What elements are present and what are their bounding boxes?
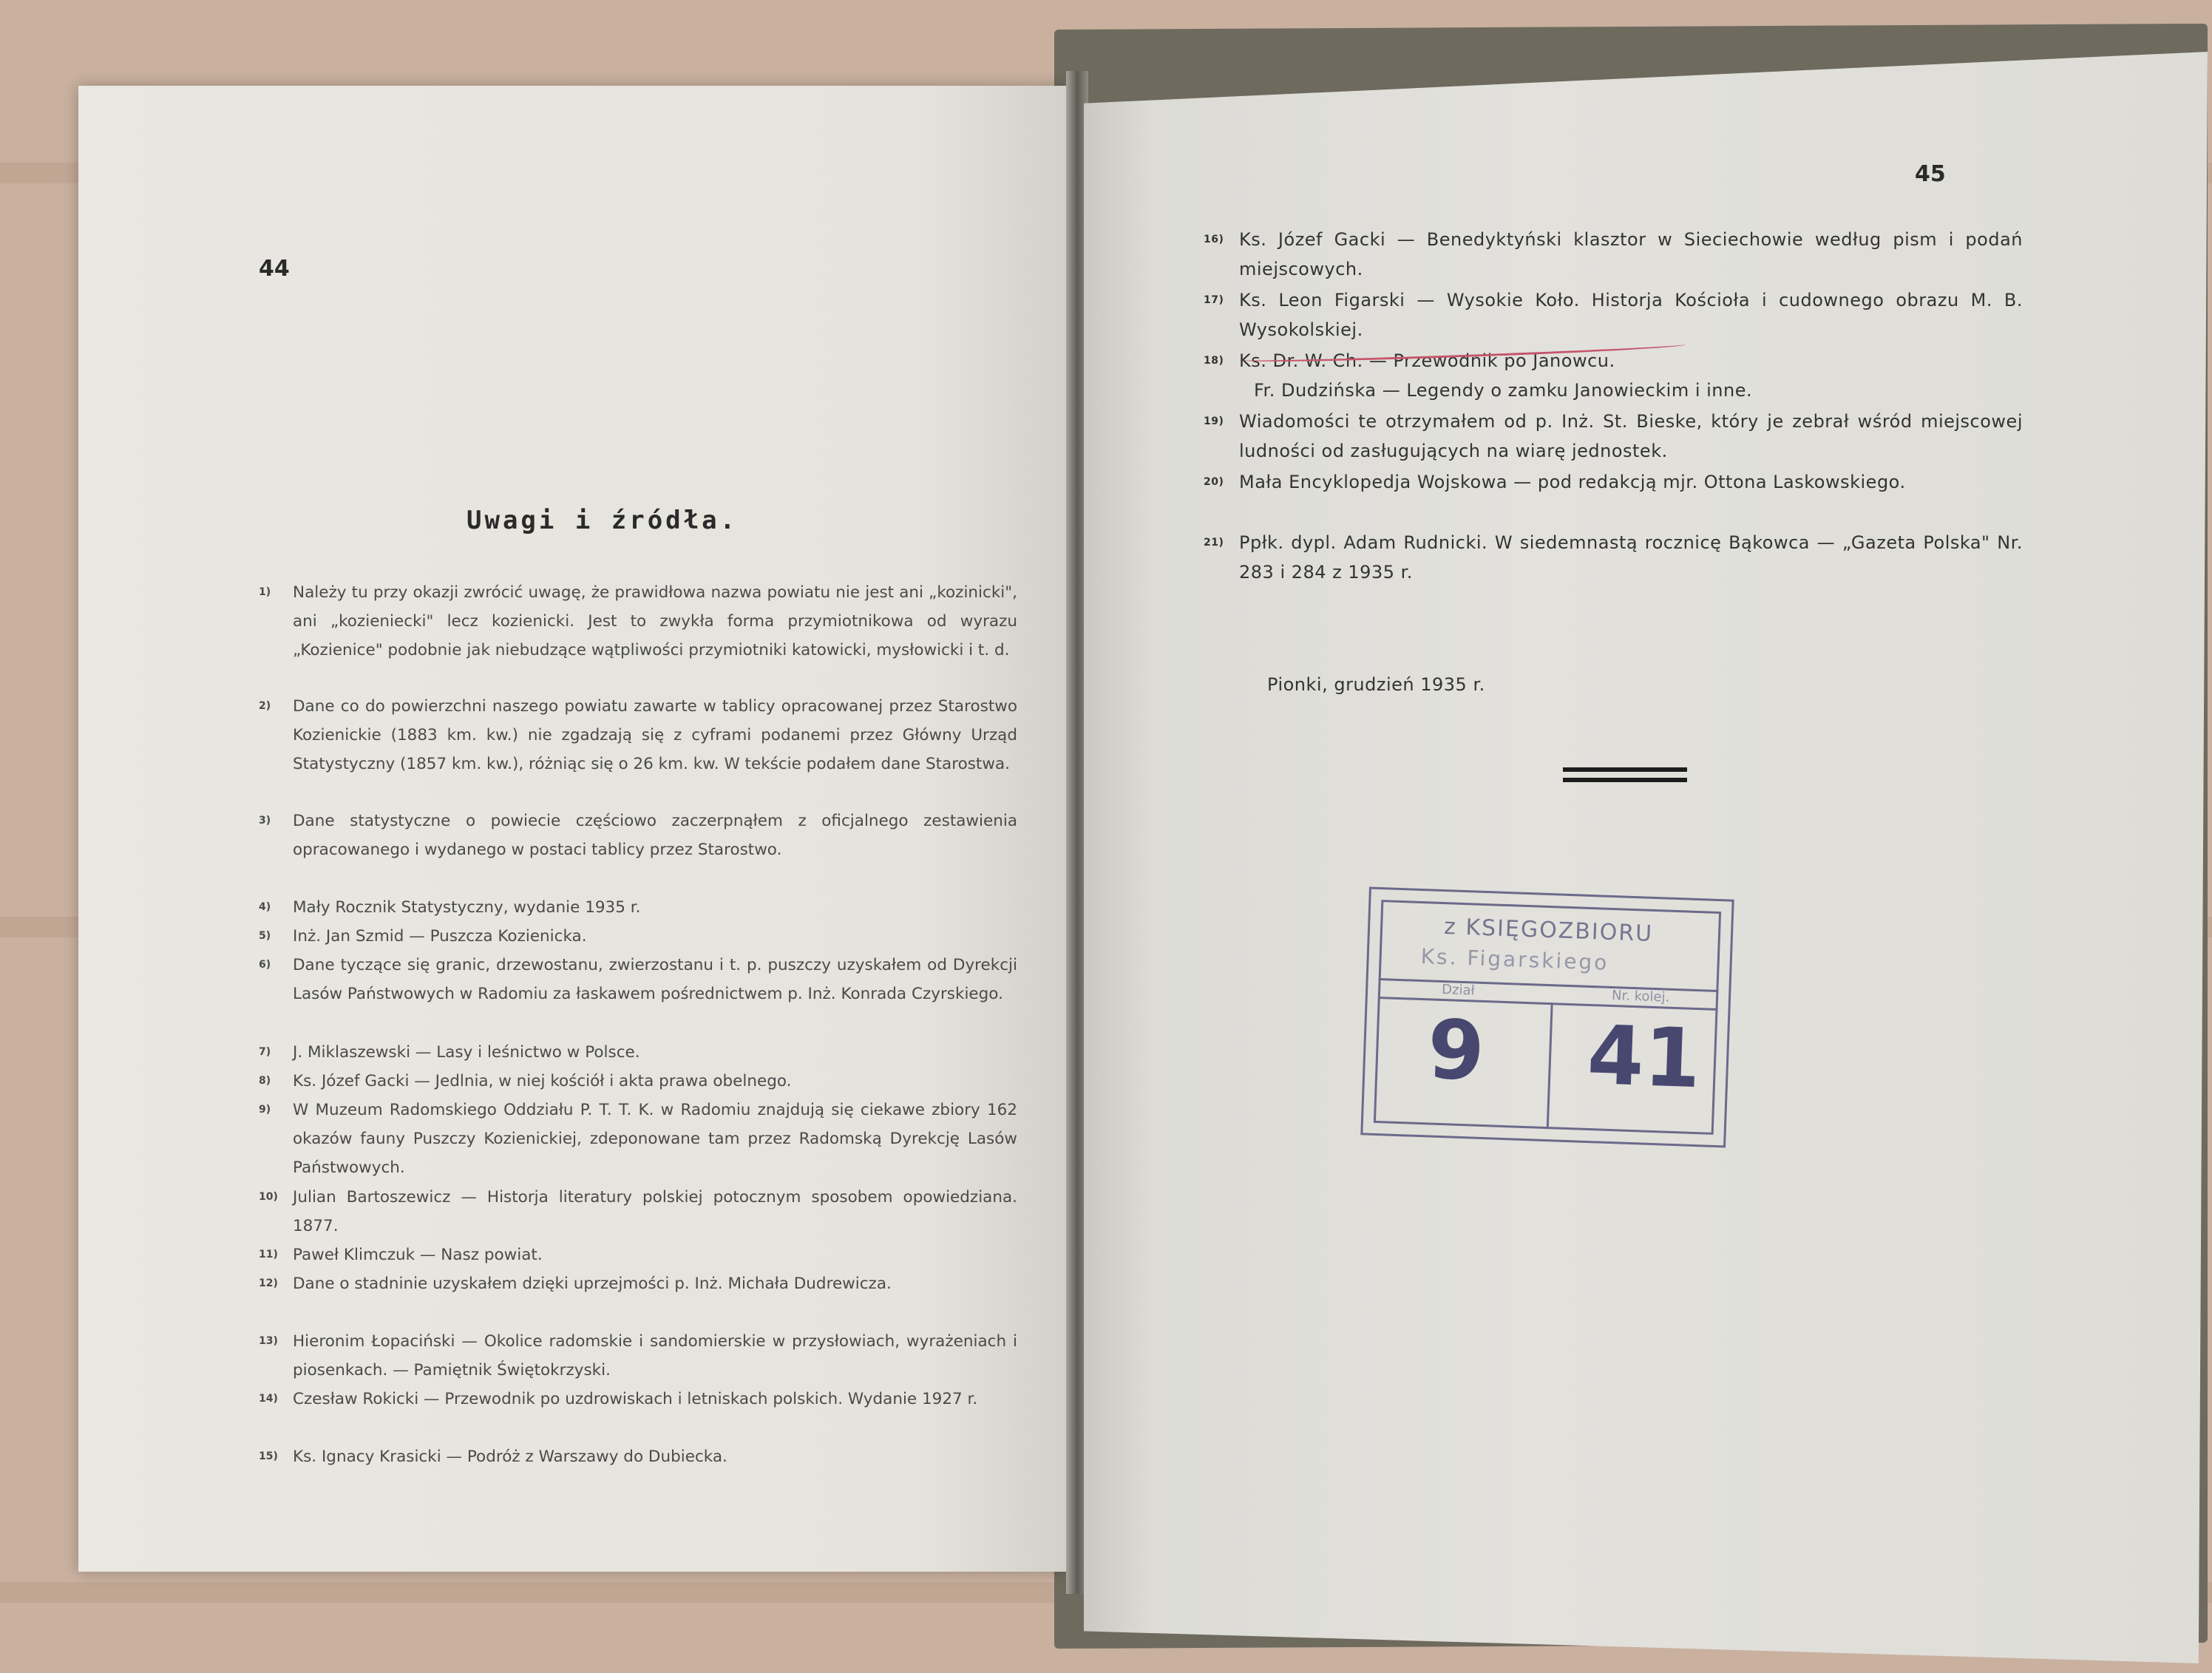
page-number-left: 44 — [259, 256, 290, 282]
note-3: 3) Dane statystyczne o powiecie częściowo zaczerpnąłem z oficjalnego zestawienia opracowanego i wydanego w postaci tablicy przez Starostwo. — [259, 812, 1017, 859]
stamp-line-1: z KSIĘGOZBIORU — [1443, 914, 1654, 947]
note-14: 14) Czesław Rokicki — Przewodnik po uzdrowiskach i letniskach polskich. Wydanie 1927 r. — [259, 1390, 978, 1408]
double-rule-top — [1563, 767, 1687, 772]
left-page — [78, 86, 1066, 1572]
note-6: 6) Dane tyczące się granic, drzewostanu, zwierzostanu i t. p. puszczy uzyskałem od Dyrekcji Lasów Państwowych w Radomiu za łaskawem pośrednictwem p. Inż. Konrada Czyrskiego. — [259, 956, 1017, 1003]
note-7: 7) J. Miklaszewski — Lasy i leśnictwo w Polsce. — [259, 1043, 640, 1062]
library-stamp — [1360, 886, 1734, 1147]
note-9: 9) W Muzeum Radomskiego Oddziału P. T. T. K. w Radomiu znajdują się ciekawe zbiory 162 okazów fauny Puszczy Kozienickiej, zdeponowane tam przez Radomską Dyrekcję Lasów Państwowych. — [259, 1101, 1017, 1177]
note-19: 19) Wiadomości te otrzymałem od p. Inż. St. Bieske, który je zebrał wśród miejscowej ludności od zasługujących na wiarę jednostek. — [1204, 411, 2023, 461]
note-20: 20) Mała Encyklopedja Wojskowa — pod redakcją mjr. Ottona Laskowskiego. — [1204, 472, 1906, 492]
stamp-value-left: 9 — [1426, 1002, 1487, 1099]
note-21: 21) Ppłk. dypl. Adam Rudnicki. W siedemnastą rocznicę Bąkowca — „Gazeta Polska" Nr. 283 i 284 z 1935 r. — [1204, 532, 2023, 583]
note-8: 8) Ks. Józef Gacki — Jedlnia, w niej kościół i akta prawa obelnego. — [259, 1072, 792, 1090]
page-number-right: 45 — [1915, 161, 1946, 187]
double-rule-bottom — [1563, 778, 1687, 782]
stamp-label-left: Dział — [1441, 982, 1476, 999]
note-18: 18) Ks. Dr. W. Ch. — Przewodnik po Janowcu. Fr. Dudzińska — Legendy o zamku Janowieckim i inne. — [1204, 350, 1753, 401]
note-4: 4) Mały Rocznik Statystyczny, wydanie 1935 r. — [259, 898, 641, 917]
note-13: 13) Hieronim Łopaciński — Okolice radomskie i sandomierskie w przysłowiach, wyrażeniach i piosenkach. — Pamiętnik Świętokrzyski. — [259, 1332, 1017, 1380]
note-10: 10) Julian Bartoszewicz — Historja literatury polskiej potocznym sposobem opowiedziana. 1877. — [259, 1188, 1017, 1235]
note-17: 17) Ks. Leon Figarski — Wysokie Koło. Historja Kościoła i cudownego obrazu M. B. Wysokolskiej. — [1204, 290, 2023, 340]
section-title: Uwagi i źródła. — [467, 506, 739, 535]
stamp-label-right: Nr. kolej. — [1611, 988, 1670, 1005]
note-12: 12) Dane o stadninie uzyskałem dzięki uprzejmości p. Inż. Michała Dudrewicza. — [259, 1275, 892, 1293]
note-2: 2) Dane co do powierzchni naszego powiatu zawarte w tablicy opracowanej przez Starostwo Kozienickie (1883 km. kw.) nie zgadzają się z cyframi podanemi przez Główny Urząd Statystyczny (1857 km. kw.), różniąc się o 26 km. kw. W tekście podałem dane Starostwa. — [259, 697, 1017, 773]
note-5: 5) Inż. Jan Szmid — Puszcza Kozienicka. — [259, 927, 587, 946]
note-16: 16) Ks. Józef Gacki — Benedyktyński klasztor w Sieciechowie według pism i podań miejscowych. — [1204, 229, 2023, 279]
note-11: 11) Paweł Klimczuk — Nasz powiat. — [259, 1246, 543, 1264]
open-book — [71, 27, 2144, 1646]
note-1: 1) Należy tu przy okazji zwrócić uwagę, że prawidłowa nazwa powiatu nie jest ani „kozinicki", ani „kozieniecki" lecz kozienicki. Jest to zwykła forma przymiotnikowa od wyrazu „Kozienice" podobnie jak niebudzące wątpliwości przymiotniki katowicki, mysłowicki i t. d. — [259, 583, 1017, 659]
note-15: 15) Ks. Ignacy Krasicki — Podróż z Warszawy do Dubiecka. — [259, 1448, 727, 1466]
stamp-value-right: 41 — [1586, 1007, 1703, 1107]
dateline: Pionki, grudzień 1935 r. — [1267, 674, 1485, 695]
stamp-line-2: Ks. Figarskiego — [1420, 943, 1609, 975]
